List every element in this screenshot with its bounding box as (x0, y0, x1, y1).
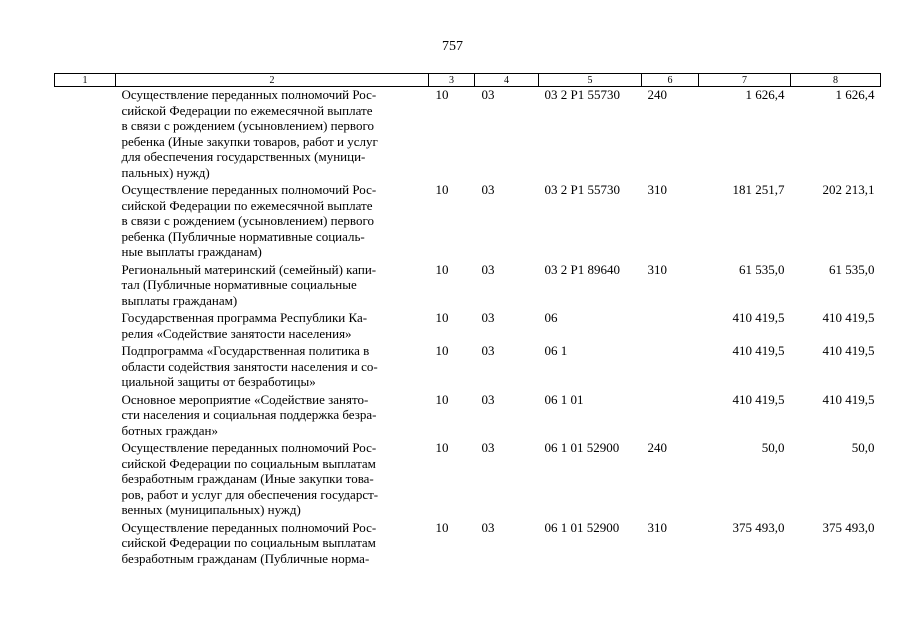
row-name-line: сийской Федерации по ежемесячной выплате (121, 102, 373, 118)
row-expense-type: 310 (647, 519, 667, 535)
row-sum-2: 410 419,5 (822, 391, 875, 407)
row-expense-type: 240 (647, 87, 667, 102)
row-name-line: тал (Публичные нормативные социальные (121, 277, 357, 292)
row-name (116, 87, 429, 183)
row-name-line: Осуществление переданных полномочий Рос- (121, 519, 377, 535)
row-target-article: 06 (544, 310, 558, 325)
row-name-line: пальных) нужд) (121, 164, 210, 180)
row-section: 10 (435, 182, 449, 197)
column-number-row (55, 74, 881, 87)
row-target-article: 06 1 01 52900 (544, 519, 620, 535)
row-name-line: ребенка (Публичные нормативные социаль- (121, 228, 365, 244)
row-name-line: циальной защиты от безработицы» (121, 374, 316, 389)
row-name-line: Осуществление переданных полномочий Рос- (121, 440, 377, 455)
column-header-5: 5 (539, 74, 642, 87)
row-subsection: 03 (481, 182, 495, 197)
row-sum-2: 375 493,0 (822, 519, 875, 535)
row-name (116, 310, 429, 343)
row-section: 10 (435, 391, 449, 407)
row-name (116, 262, 429, 311)
row-target-article: 06 1 (544, 343, 568, 358)
row-sum-1: 181 251,7 (732, 182, 785, 197)
row-name-line: для обеспечения государственных (муници- (121, 149, 366, 164)
row-name-line: релия «Содействие занятости населения» (121, 325, 352, 341)
row-name-line: венных (муниципальных) нужд) (121, 502, 301, 517)
row-name-line: сийской Федерации по социальным выплатам (121, 455, 376, 471)
row-code-cell (55, 392, 116, 441)
row-sum-1: 410 419,5 (732, 391, 785, 407)
row-name-line: Подпрограмма «Государственная политика в (121, 343, 370, 358)
row-target-article: 03 2 P1 55730 (544, 87, 620, 102)
table-body (55, 87, 881, 569)
row-section: 10 (435, 343, 449, 358)
row-section: 10 (435, 440, 449, 455)
row-target-article: 03 2 P1 55730 (544, 182, 620, 197)
row-section: 10 (435, 310, 449, 325)
row-subsection: 03 (481, 310, 495, 325)
row-code-cell (55, 440, 116, 520)
row-code-cell (55, 182, 116, 262)
row-expense-type (642, 310, 699, 343)
row-section: 10 (435, 261, 449, 277)
row-sum-1: 1 626,4 (745, 87, 785, 102)
row-name-line: сийской Федерации по ежемесячной выплате (121, 197, 373, 213)
row-section: 10 (435, 519, 449, 535)
row-sum-1: 410 419,5 (732, 310, 785, 325)
row-name-line: Региональный материнский (семейный) капи- (121, 261, 377, 277)
row-name-line: Осуществление переданных полномочий Рос- (121, 87, 377, 102)
row-sum-2: 410 419,5 (822, 343, 875, 358)
row-code-cell (55, 87, 116, 183)
row-name (116, 392, 429, 441)
row-name-line: ребенка (Иные закупки товаров, работ и услуг (121, 133, 378, 149)
column-header-7: 7 (699, 74, 791, 87)
row-name-line: ные выплаты гражданам) (121, 244, 262, 259)
row-name (116, 520, 429, 569)
table-row (55, 87, 881, 183)
table-header (55, 74, 881, 87)
row-name (116, 440, 429, 520)
row-name (116, 343, 429, 392)
row-expense-type (642, 392, 699, 441)
row-expense-type (642, 343, 699, 392)
table-row (55, 343, 881, 392)
row-name-line: области содействия занятости населения и со- (121, 358, 378, 374)
table-row (55, 520, 881, 569)
row-sum-2: 50,0 (851, 440, 875, 455)
table-row (55, 440, 881, 520)
row-code-cell (55, 343, 116, 392)
row-subsection: 03 (481, 519, 495, 535)
row-code-cell (55, 262, 116, 311)
row-name (116, 182, 429, 262)
row-subsection: 03 (481, 391, 495, 407)
row-sum-1: 50,0 (761, 440, 785, 455)
row-name-line: безработным гражданам (Иные закупки това- (121, 471, 374, 486)
row-name-line: Основное мероприятие «Содействие занято- (121, 391, 369, 407)
row-sum-2: 61 535,0 (829, 261, 875, 277)
row-subsection: 03 (481, 261, 495, 277)
row-subsection: 03 (481, 87, 495, 102)
row-name-line: Государственная программа Республики Ка- (121, 310, 368, 325)
row-subsection: 03 (481, 440, 495, 455)
page-number: 757 (442, 39, 463, 54)
column-header-3: 3 (429, 74, 475, 87)
column-header-8: 8 (791, 74, 881, 87)
row-code-cell (55, 310, 116, 343)
row-sum-2: 410 419,5 (822, 310, 875, 325)
row-target-article: 03 2 P1 89640 (544, 261, 620, 277)
row-name-line: сти населения и социальная поддержка безра- (121, 407, 377, 422)
budget-table (54, 73, 881, 568)
row-expense-type: 240 (647, 440, 667, 455)
row-name-line: в связи с рождением (усыновлением) первого (121, 213, 374, 228)
row-name-line: ров, работ и услуг для обеспечения государст- (121, 486, 379, 502)
row-section: 10 (435, 87, 449, 102)
table-row (55, 262, 881, 311)
row-sum-1: 375 493,0 (732, 519, 785, 535)
column-header-2: 2 (116, 74, 429, 87)
row-expense-type: 310 (647, 261, 667, 277)
column-header-4: 4 (475, 74, 539, 87)
row-name-line: безработным гражданам (Публичные норма- (121, 550, 370, 566)
table-row (55, 182, 881, 262)
row-name-line: сийской Федерации по социальным выплатам (121, 535, 376, 550)
row-target-article: 06 1 01 (544, 391, 584, 407)
row-sum-2: 202 213,1 (822, 182, 875, 197)
row-sum-1: 410 419,5 (732, 343, 785, 358)
row-name-line: Осуществление переданных полномочий Рос- (121, 182, 377, 197)
table-row (55, 310, 881, 343)
row-target-article: 06 1 01 52900 (544, 440, 620, 455)
table-row (55, 392, 881, 441)
row-name-line: в связи с рождением (усыновлением) первого (121, 118, 374, 133)
row-name-line: выплаты гражданам) (121, 292, 238, 308)
column-header-1: 1 (55, 74, 116, 87)
row-name-line: ботных граждан» (121, 422, 218, 438)
row-sum-1: 61 535,0 (739, 261, 785, 277)
row-code-cell (55, 520, 116, 569)
row-sum-2: 1 626,4 (835, 87, 875, 102)
row-expense-type: 310 (647, 182, 667, 197)
row-subsection: 03 (481, 343, 495, 358)
column-header-6: 6 (642, 74, 699, 87)
